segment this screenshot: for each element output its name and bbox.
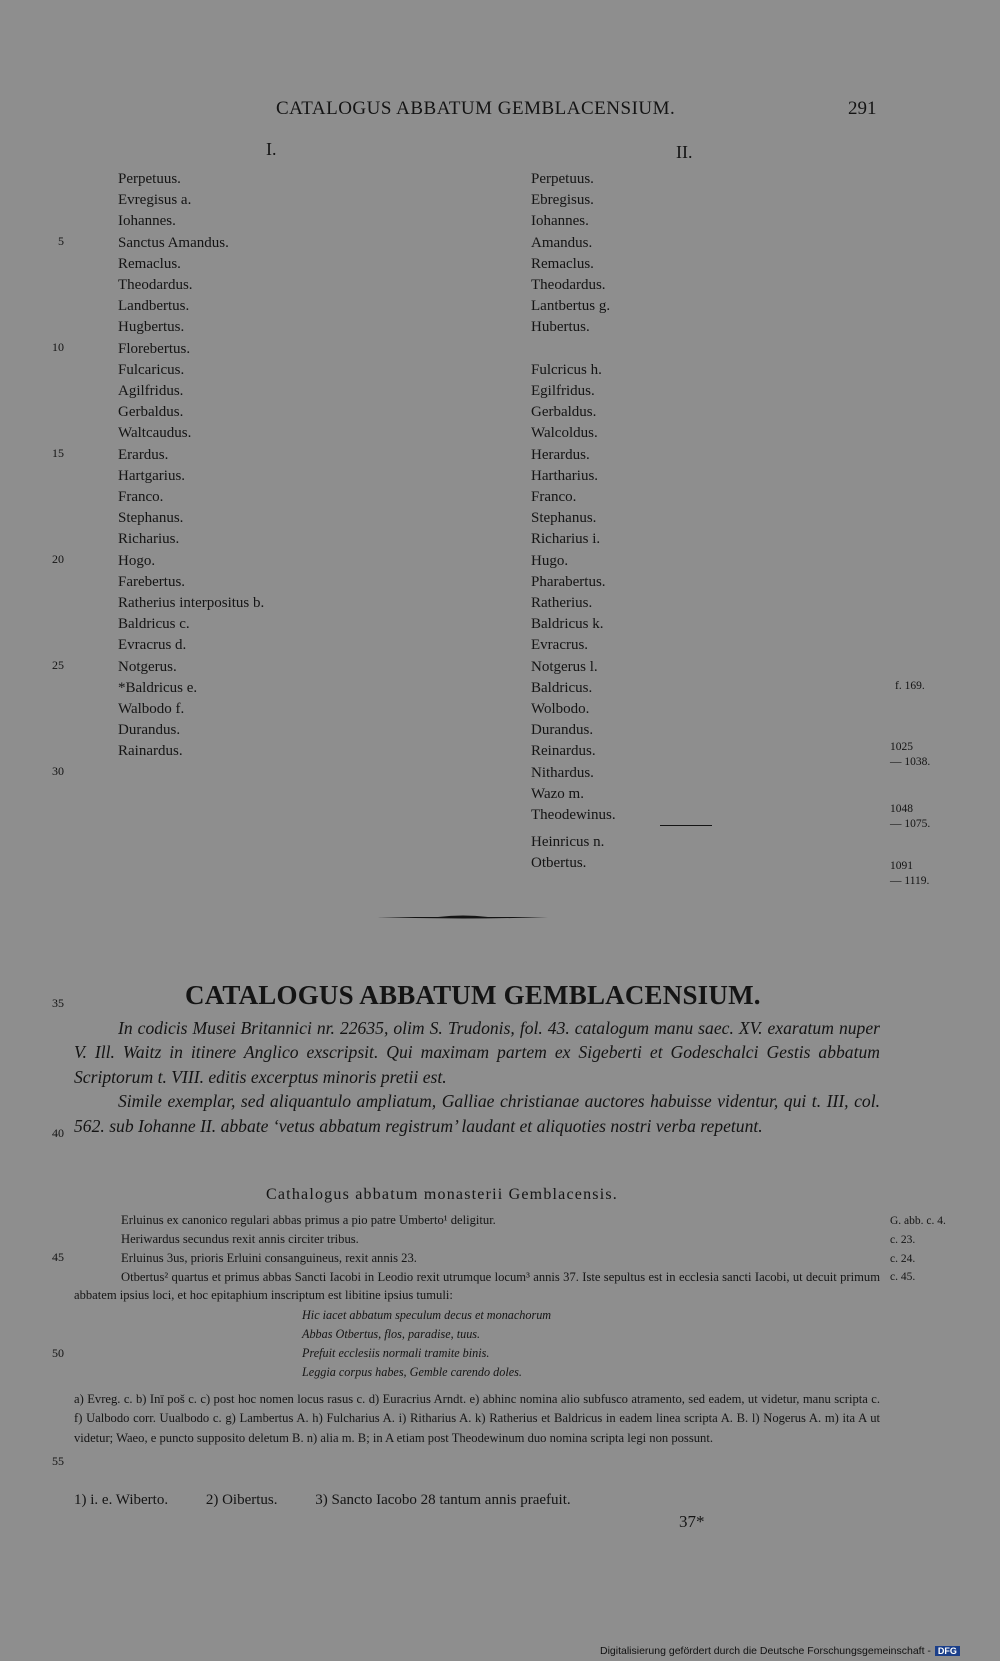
abbot-name: Baldricus. xyxy=(531,679,593,696)
intro-paragraph: In codicis Musei Britannici nr. 22635, olim S. Trudonis, fol. 43. catalogum manu saec. XV. exaratum nuper V. Ill. Waitz in itinere Anglico exscripsit. Qui maximam partem ex Sigeberti et Godeschalci Gestis abbatum Scriptorum t. VIII. editis excerptus minoris pretii est. xyxy=(74,1018,880,1087)
catalog-title: Cathalogus abbatum monasterii Gemblacensis. xyxy=(266,1186,618,1203)
epitaph-verse: Prefuit ecclesiis normali tramite binis. xyxy=(302,1346,490,1360)
abbot-name: Farebertus. xyxy=(118,573,186,590)
section-introduction xyxy=(74,1016,880,1138)
source-reference: c. 24. xyxy=(890,1253,916,1265)
abbot-name: Fulcaricus. xyxy=(118,361,185,378)
column-heading-1: I. xyxy=(266,139,277,159)
abbot-name: Durandus. xyxy=(118,722,181,739)
abbot-name: Walcoldus. xyxy=(531,425,598,442)
abbot-name: Richarius. xyxy=(118,531,180,548)
footer-text: Digitalisierung gefördert durch die Deutsche Forschungsgemeinschaft - xyxy=(600,1645,931,1657)
abbot-name: Richarius i. xyxy=(531,531,601,548)
abbot-name: Perpetuus. xyxy=(118,171,181,187)
abbot-name: Hugo. xyxy=(531,552,569,569)
abbot-name: Franco. xyxy=(118,489,164,505)
catalog-entry: Otbertus² quartus et primus abbas Sancti Iacobi in Leodio rexit utrumque locum³ annis 37. Iste sepultus est in ecclesia sancti Iacobi, ut decuit primum abbatem ipsius loci, et hoc epitaphium inscriptum est libitine ipsius tumuli: xyxy=(74,1270,880,1303)
abbot-name: Ratherius. xyxy=(531,595,593,611)
line-number: 30 xyxy=(52,764,64,778)
abbot-name: Reinardus. xyxy=(531,743,596,760)
abbot-name: Remaclus. xyxy=(531,255,594,272)
epitaph-verse: Hic iacet abbatum speculum decus et monachorum xyxy=(302,1308,552,1322)
abbot-name: Hartharius. xyxy=(531,467,599,484)
abbot-name: Waltcaudus. xyxy=(118,425,192,442)
running-header: CATALOGUS ABBATUM GEMBLACENSIUM. xyxy=(276,98,676,119)
abbot-name: Hogo. xyxy=(118,552,156,569)
abbot-name: Walbodo f. xyxy=(118,701,185,717)
line-number: 15 xyxy=(52,446,64,460)
abbot-name: Hartgarius. xyxy=(118,467,186,484)
abbot-name: Hubertus. xyxy=(531,319,590,336)
catalog-entry: Erluinus 3us, prioris Erluini consanguineus, rexit annis 23. xyxy=(121,1251,417,1265)
intro-paragraph: Simile exemplar, sed aliquantulo ampliatum, Galliae christianae auctores habuisse videntur, qui t. III, col. 562. sub Iohanne II. abbate ‘vetus abbatum registrum’ laudant et aliquoties nostri verba repetunt. xyxy=(74,1091,880,1136)
column-heading-2: II. xyxy=(676,142,693,162)
line-number: 35 xyxy=(52,996,64,1010)
line-number: 50 xyxy=(52,1346,64,1360)
abbot-name: Ebregisus. xyxy=(531,192,594,209)
abbot-name: Evracrus. xyxy=(531,637,589,654)
dash-rule xyxy=(660,825,712,826)
epitaph-verse: Abbas Otbertus, flos, paradise, tuus. xyxy=(302,1327,481,1341)
date-note: — 1038. xyxy=(890,756,931,768)
abbot-name: Erardus. xyxy=(118,446,169,463)
date-note: — 1119. xyxy=(890,875,930,887)
date-note: 1025 xyxy=(890,741,913,753)
abbot-name: Egilfridus. xyxy=(531,383,595,399)
abbot-name: Baldricus c. xyxy=(118,616,190,633)
abbot-name: Wazo m. xyxy=(531,785,584,802)
line-number: 5 xyxy=(58,234,64,248)
abbot-name: Perpetuus. xyxy=(531,171,594,187)
abbot-name: Gerbaldus. xyxy=(118,404,184,421)
abbot-name: Florebertus. xyxy=(118,340,191,357)
abbot-name: Lantbertus g. xyxy=(531,298,611,315)
line-number: 40 xyxy=(52,1126,64,1140)
abbot-name: Ratherius interpositus b. xyxy=(118,595,265,611)
abbot-name: Iohannes. xyxy=(531,213,589,230)
line-number: 45 xyxy=(52,1250,64,1264)
abbot-name: Remaclus. xyxy=(118,255,181,272)
date-note: 1091 xyxy=(890,860,913,872)
footnote: 1) i. e. Wiberto. xyxy=(74,1492,169,1508)
abbot-name: Baldricus k. xyxy=(531,616,604,633)
abbot-name: Theodewinus. xyxy=(531,807,616,823)
abbot-name: Evracrus d. xyxy=(118,637,187,654)
footnote: 2) Oibertus. xyxy=(205,1492,278,1508)
abbot-name: Amandus. xyxy=(531,234,593,251)
section-title: CATALOGUS ABBATUM GEMBLACENSIUM. xyxy=(185,980,761,1010)
folio-note: f. 169. xyxy=(895,680,925,692)
abbot-name: Notgerus l. xyxy=(531,658,598,675)
date-note: 1048 xyxy=(890,803,913,815)
date-note: — 1075. xyxy=(890,818,931,830)
abbot-name: Franco. xyxy=(531,489,577,505)
abbot-name: Pharabertus. xyxy=(531,573,606,590)
abbot-name: *Baldricus e. xyxy=(118,679,198,696)
source-reference: c. 45. xyxy=(890,1271,916,1283)
page-number: 291 xyxy=(848,98,877,119)
catalog-entry: Heriwardus secundus rexit annis circiter tribus. xyxy=(121,1232,359,1246)
dfg-logo: DFG xyxy=(935,1646,960,1656)
line-number: 25 xyxy=(52,658,64,672)
signature-mark: 37* xyxy=(679,1512,705,1531)
abbot-name: Iohannes. xyxy=(118,213,176,230)
abbot-name: Stephanus. xyxy=(118,510,184,527)
abbot-name: Theodardus. xyxy=(118,277,193,293)
catalog-entry: Erluinus ex canonico regulari abbas primus a pio patre Umberto¹ deligitur. xyxy=(121,1213,496,1227)
abbot-name: Stephanus. xyxy=(531,510,597,527)
abbot-name: Evregisus a. xyxy=(118,192,192,209)
abbot-name: Sanctus Amandus. xyxy=(118,234,229,251)
footer-credit xyxy=(600,1645,960,1657)
abbot-name: Otbertus. xyxy=(531,855,587,872)
footnotes xyxy=(74,1492,605,1509)
abbot-name: Fulcricus h. xyxy=(531,361,602,378)
abbot-name: Durandus. xyxy=(531,722,594,739)
section-separator xyxy=(378,914,548,920)
abbot-name: Theodardus. xyxy=(531,277,606,293)
abbot-name: Herardus. xyxy=(531,446,590,463)
footnote: 3) Sancto Iacobo 28 tantum annis praefuit. xyxy=(315,1492,571,1508)
line-number: 10 xyxy=(52,340,64,354)
abbot-name: Notgerus. xyxy=(118,658,177,675)
abbot-name: Wolbodo. xyxy=(531,701,590,717)
abbot-name: Rainardus. xyxy=(118,743,183,760)
abbot-name: Agilfridus. xyxy=(118,383,184,399)
line-number: 20 xyxy=(52,552,64,566)
abbot-name: Landbertus. xyxy=(118,298,190,315)
source-reference: G. abb. c. 4. xyxy=(890,1215,946,1227)
abbot-name: Hugbertus. xyxy=(118,319,185,336)
source-reference: c. 23. xyxy=(890,1234,916,1246)
critical-apparatus: a) Evreg. c. b) Inī poš c. c) post hoc nomen locus rasus c. d) Euracrius Arndt. e) abhinc nomina alio subfusco atramento, sed eadem, ut videtur, manu scripta c. f) Ualbodo corr. Uualbodo c. g) Lambertus A. h) Fulcharius A. i) Ritharius A. k) Ratherius et Baldricus in eadem linea scripta A. B. l) Nogerus A. m) ita A ut videtur; Waeo, e puncto supposito deletum B. n) alia m. B; in A etiam post Theodewinum duo nomina scripta legi non possunt. xyxy=(74,1392,880,1445)
abbot-name: Gerbaldus. xyxy=(531,404,597,421)
abbot-name: Heinricus n. xyxy=(531,834,605,851)
line-number: 55 xyxy=(52,1454,64,1468)
epitaph-verse: Leggia corpus habes, Gemble carendo doles. xyxy=(302,1365,522,1379)
abbot-name: Nithardus. xyxy=(531,764,594,781)
